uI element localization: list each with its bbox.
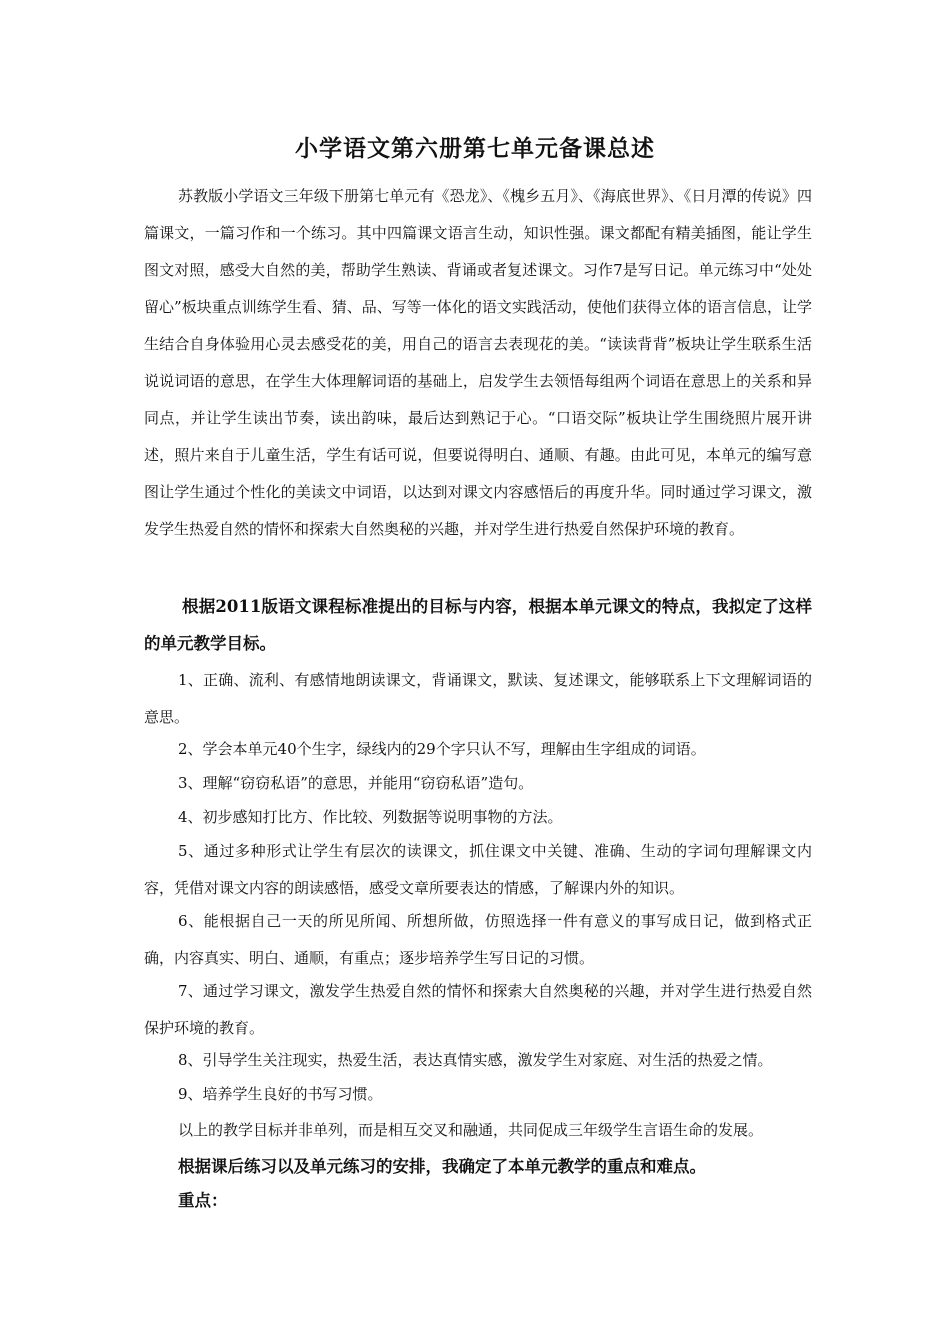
goal-item-6: 6、能根据自己一天的所见所闻、所想所做，仿照选择一件有意义的事写成日记，做到格式正确，内容真实、明白、通顺，有重点；逐步培养学生写日记的习惯。 xyxy=(144,912,812,967)
goal-item-2: 2、学会本单元40个生字，绿线内的29个字只认不写，理解由生字组成的词语。 xyxy=(178,740,706,758)
document-title: 小学语文第六册第七单元备课总述 xyxy=(295,135,655,162)
summary-text: 以上的教学目标并非单列，而是相互交叉和融通，共同促成三年级学生言语生命的发展。 xyxy=(178,1121,764,1139)
intro-paragraph: 苏教版小学语文三年级下册第七单元有《恐龙》、《槐乡五月》、《海底世界》、《日月潭的传说》四篇课文，一篇习作和一个练习。其中四篇课文语言生动，知识性强。课文都配有精美插图，能让学生图文对照，感受大自然的美，帮助学生熟读、背诵或者复述课文。习作7是写日记。单元练习中“处处留心”板块重点训练学生看、猜、品、写等一体化的语文实践活动，使他们获得立体的语言信息，让学生结合自身体验用心灵去感受花的美，用自己的语言去表现花的美。“读读背背”板块让学生联系生活说说词语的意思，在学生大体理解词语的基础上，启发学生去领悟每组两个词语在意思上的关系和异同点，并让学生读出节奏，读出韵味，最后达到熟记于心。“口语交际”板块让学生围绕照片展开讲述，照片来自于儿童生活，学生有话可说，但要说得明白、通顺、有趣。由此可见，本单元的编写意图让学生通过个性化的美读文中词语，以达到对课文内容感悟后的再度升华。同时通过学习课文，激发学生热爱自然的情怀和探索大自然奥秘的兴趣，并对学生进行热爱自然保护环境的教育。 xyxy=(144,187,812,538)
goal-item-8: 8、引导学生关注现实，热爱生活，表达真情实感，激发学生对家庭、对生活的热爱之情。 xyxy=(178,1051,773,1069)
goal-item-9: 9、培养学生良好的书写习惯。 xyxy=(178,1085,383,1103)
focus-heading: 根据课后练习以及单元练习的安排，我确定了本单元教学的重点和难点。 xyxy=(178,1157,706,1176)
goal-item-5: 5、通过多种形式让学生有层次的读课文，抓住课文中关键、准确、生动的字词句理解课文内容，凭借对课文内容的朗读感悟，感受文章所要表达的情感，了解课内外的知识。 xyxy=(144,842,812,897)
goal-item-7: 7、通过学习课文，激发学生热爱自然的情怀和探索大自然奥秘的兴趣，并对学生进行热爱自然保护环境的教育。 xyxy=(144,982,812,1037)
key-points-label: 重点： xyxy=(178,1191,228,1210)
goal-item-3: 3、理解“窃窃私语”的意思，并能用“窃窃私语”造句。 xyxy=(178,774,534,792)
goals-heading: 根据2011版语文课程标准提出的目标与内容，根据本单元课文的特点，我拟定了这样的单元教学目标。 xyxy=(144,597,812,653)
goal-item-1: 1、正确、流利、有感情地朗读课文，背诵课文，默读、复述课文，能够联系上下文理解词语的意思。 xyxy=(144,671,812,726)
goal-item-4: 4、初步感知打比方、作比较、列数据等说明事物的方法。 xyxy=(178,808,563,826)
